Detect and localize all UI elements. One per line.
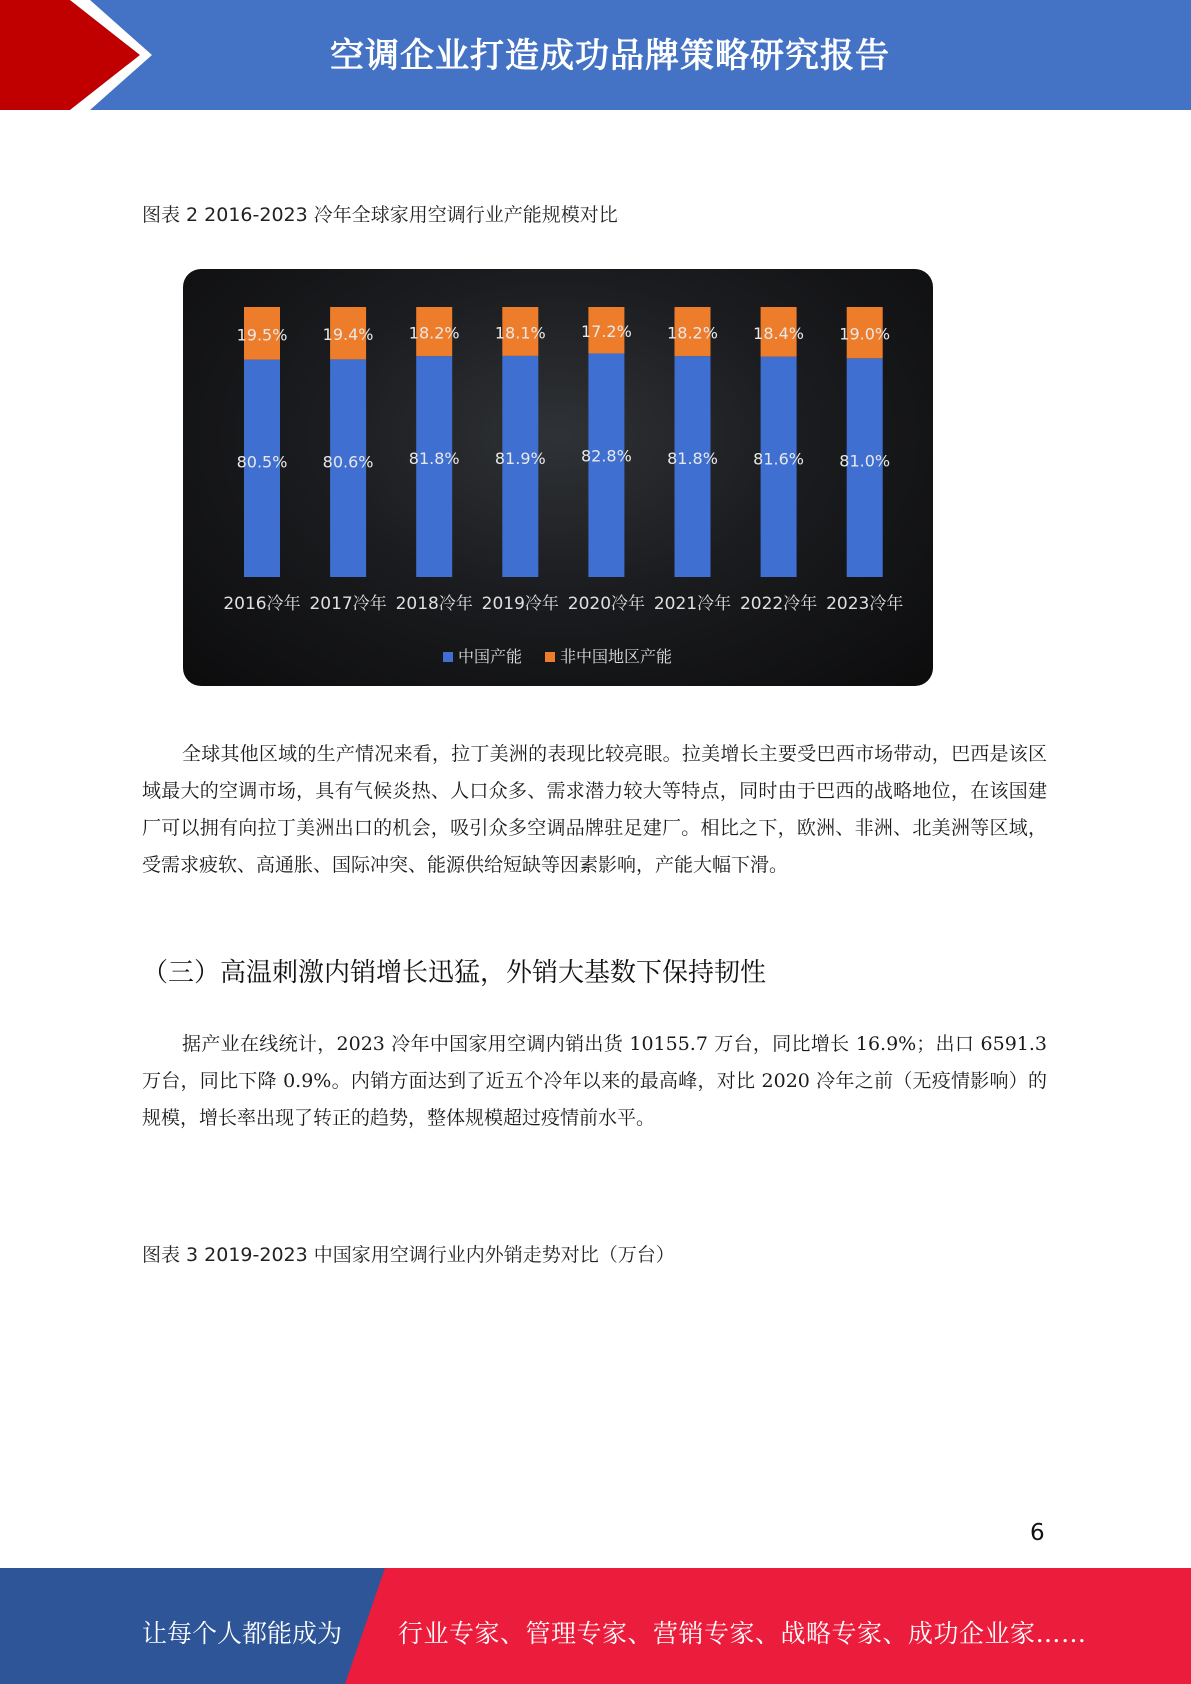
paragraph-statistics: 据产业在线统计，2023 冷年中国家用空调内销出货 10155.7 万台，同比增长 16.9%；出口 6591.3 万台，同比下降 0.9%。内销方面达到了近五个冷年以来的最高峰，对比 2020 冷年之前（无疫情影响）的规模，增长率出现了转正的趋势，整体规模超过疫情前水平。 [142, 1033, 1047, 1129]
figure3-caption: 图表 3 2019-2023 中国家用空调行业内外销走势对比（万台） [142, 1244, 675, 1266]
page-header [0, 0, 1191, 110]
legend-label-non-china: 非中国地区产能 [560, 647, 673, 666]
x-tick-label: 2021冷年 [653, 594, 732, 614]
data-label-non-china: 19.0% [839, 324, 891, 344]
data-label-china: 81.0% [839, 451, 891, 471]
data-label-non-china: 19.5% [236, 325, 288, 345]
x-tick-label: 2017冷年 [309, 594, 387, 614]
data-label-china: 81.6% [753, 449, 805, 469]
data-label-non-china: 18.4% [753, 323, 805, 343]
data-label-china: 80.5% [236, 452, 288, 472]
data-label-china: 81.9% [494, 448, 546, 468]
data-label-china: 81.8% [408, 449, 460, 469]
x-tick-label: 2020冷年 [567, 594, 646, 614]
footer-slogan-right: 行业专家、管理专家、营销专家、战略专家、成功企业家…… [398, 1619, 1087, 1648]
data-label-non-china: 17.2% [580, 322, 632, 342]
data-label-non-china: 18.1% [494, 323, 546, 343]
data-label-non-china: 18.2% [408, 323, 460, 343]
data-label-china: 80.6% [322, 452, 374, 472]
x-tick-label: 2023冷年 [826, 594, 904, 614]
x-tick-label: 2022冷年 [739, 594, 818, 614]
x-tick-label: 2016冷年 [223, 594, 301, 614]
page-number: 6 [1030, 1520, 1045, 1546]
header-title: 空调企业打造成功品牌策略研究报告 [330, 36, 890, 76]
legend-swatch-china [443, 652, 453, 662]
legend-label-china: 中国产能 [458, 647, 523, 666]
footer-slogan-left: 让每个人都能成为 [142, 1619, 343, 1648]
legend-swatch-non-china [545, 652, 555, 662]
x-tick-label: 2018冷年 [395, 594, 473, 614]
data-label-china: 81.8% [667, 449, 718, 469]
stacked-bar-chart [183, 269, 933, 686]
figure2-caption: 图表 2 2016-2023 冷年全球家用空调行业产能规模对比 [142, 204, 618, 226]
data-label-non-china: 19.4% [322, 325, 374, 345]
page-footer [0, 1568, 1191, 1684]
data-label-non-china: 18.2% [667, 323, 718, 343]
x-tick-label: 2019冷年 [481, 594, 559, 614]
paragraph-latin-america: 全球其他区域的生产情况来看，拉丁美洲的表现比较亮眼。拉美增长主要受巴西市场带动，巴西是该区域最大的空调市场，具有气候炎热、人口众多、需求潜力较大等特点，同时由于巴西的战略地位，在该国建厂可以拥有向拉丁美洲出口的机会，吸引众多空调品牌驻足建厂。相比之下，欧洲、非洲、北美洲等区域，受需求疲软、高通胀、国际冲突、能源供给短缺等因素影响，产能大幅下滑。 [142, 743, 1047, 876]
section-heading-3: （三）高温刺激内销增长迅猛，外销大基数下保持韧性 [142, 958, 767, 988]
data-label-china: 82.8% [580, 446, 632, 466]
figure2-chart [183, 269, 933, 686]
